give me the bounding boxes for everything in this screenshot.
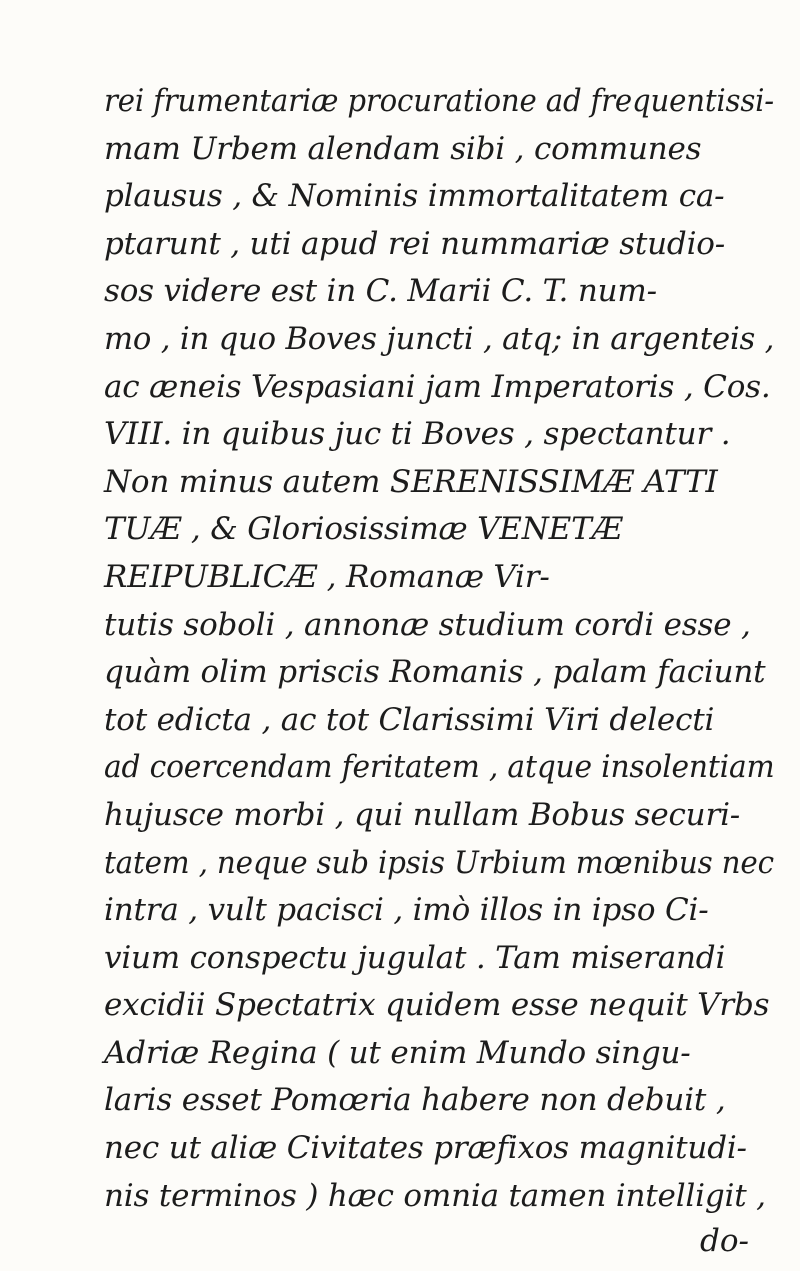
text-line: sos videre est in C. Marii C. T. num- — [104, 273, 657, 310]
text-line: tutis soboli , annonæ studium cordi esse , — [104, 606, 751, 643]
text-line: ac æneis Vespasiani jam Imperatoris , Cos. — [104, 368, 771, 405]
text-line: REIPUBLICÆ , Romanæ Vir- — [104, 558, 550, 595]
text-line: TUÆ , & Gloriosissimæ VENETÆ — [104, 511, 623, 548]
text-line: laris esset Pomœria habere non debuit , — [104, 1082, 726, 1119]
text-line: rei frumentariæ procuratione ad frequentissi- — [104, 83, 774, 119]
catchword: do- — [700, 1223, 749, 1259]
text-line: mo , in quo Boves juncti , atq; in argenteis , — [104, 320, 775, 357]
text-line: excidii Spectatrix quidem esse nequit Vrbs — [104, 987, 770, 1024]
text-line: quàm olim priscis Romanis , palam faciunt — [104, 654, 766, 691]
text-line: VIII. in quibus juc ti Boves , spectantur . — [104, 416, 731, 453]
text-line: Adriæ Regina ( ut enim Mundo singu- — [104, 1034, 691, 1071]
text-line: vium conspectu jugulat . Tam miserandi — [104, 939, 726, 976]
text-line: hujusce morbi , qui nullam Bobus securi- — [104, 796, 741, 833]
text-line: intra , vult pacisci , imò illos in ipso Ci- — [104, 892, 709, 929]
text-line: nis terminos ) hæc omnia tamen intelligit , — [104, 1177, 766, 1214]
text-line: ad coercendam feritatem , atque insolentiam — [104, 749, 775, 786]
text-line: tatem , neque sub ipsis Urbium mœnibus nec — [104, 844, 774, 881]
text-line: ptarunt , uti apud rei nummariæ studio- — [104, 225, 726, 262]
text-block — [104, 78, 774, 1220]
text-line: tot edicta , ac tot Clarissimi Viri delecti — [104, 701, 715, 738]
text-line: plausus , & Nominis immortalitatem ca- — [104, 178, 725, 215]
text-line: Non minus autem SERENISSIMÆ ATTI — [104, 463, 718, 500]
text-line: nec ut aliæ Civitates præfixos magnitudi- — [104, 1130, 747, 1167]
text-line: mam Urbem alendam sibi , communes — [104, 130, 702, 167]
